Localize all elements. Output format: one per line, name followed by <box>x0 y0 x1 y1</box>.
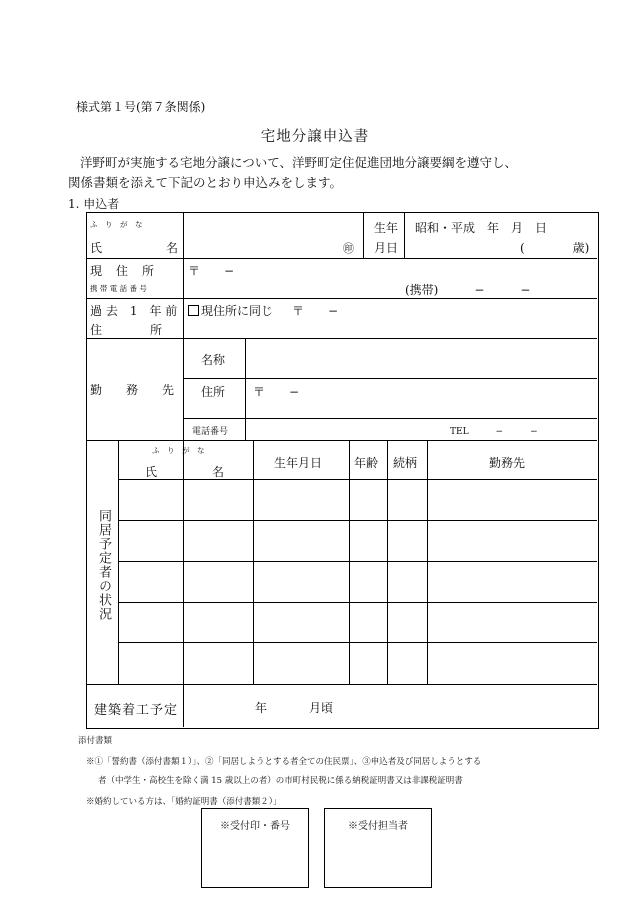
reception-stamp-box <box>201 808 309 888</box>
rule <box>87 338 597 339</box>
birth-label-2: 月日 <box>374 241 399 255</box>
work-postal[interactable]: 〒 − <box>253 385 300 399</box>
household-name-header-2: 名 <box>212 465 225 479</box>
household-age-header: 年齢 <box>354 456 379 470</box>
birth-label-1: 生年 <box>374 221 399 235</box>
household-furigana-header: ふ り が な <box>152 446 205 455</box>
rule <box>253 440 254 684</box>
attachments-line-3: ※婚約している方は、「婚約証明書（添付書類２）」 <box>86 797 282 807</box>
construction-label: 建築着工予定 <box>94 703 179 718</box>
same-address-checkbox[interactable] <box>188 302 273 319</box>
intro-line-1: 洋野町が実施する宅地分譲について、洋野町定住促進団地分譲要綱を遵守し、 <box>80 155 518 170</box>
rule <box>118 602 597 603</box>
application-form <box>86 212 599 729</box>
household-relation-header: 続柄 <box>393 456 418 470</box>
birthdate-field[interactable]: 昭和・平成 年 月 日 <box>415 221 548 235</box>
construction-month[interactable]: 月頃 <box>309 701 334 715</box>
past-address-postal[interactable]: 〒 − <box>292 304 339 318</box>
age-field[interactable]: ( 歳) <box>520 241 590 255</box>
rule <box>183 684 184 727</box>
work-tel-field[interactable]: TEL − − <box>450 427 538 437</box>
rule <box>349 440 350 684</box>
household-section-label: 同居予定者の状況 <box>96 509 111 621</box>
household-name-header-1: 氏 <box>145 465 158 479</box>
name-label-1: 氏 <box>90 241 103 255</box>
rule <box>363 213 364 258</box>
rule <box>427 440 428 684</box>
reception-staff-box <box>324 808 432 888</box>
rule <box>118 561 597 562</box>
page-title: 宅地分譲申込書 <box>260 129 370 145</box>
address-postal[interactable]: 〒 − <box>188 264 235 278</box>
rule <box>387 440 388 684</box>
form-number: 様式第１号(第７条関係) <box>76 100 206 114</box>
rule <box>87 440 597 441</box>
reception-stamp-label: ※受付印・番号 <box>220 821 290 832</box>
attachments-line-1: ※①「誓約書（添付書類１）」、②「同居しようとする者全ての住民票」、③申込者及び同居しようとする <box>86 757 482 767</box>
reception-staff-label: ※受付担当者 <box>348 821 408 832</box>
rule <box>87 298 597 299</box>
address-label: 現 住 所 <box>90 264 156 278</box>
work-phone-label: 電話番号 <box>192 427 229 437</box>
rule <box>245 338 246 440</box>
intro-line-2: 関係書類を添えて下記のとおり申込みをします。 <box>68 175 343 190</box>
name-label-2: 名 <box>166 241 179 255</box>
past-address-label-1: 過 去 1 年 前 <box>90 304 178 318</box>
construction-year[interactable]: 年 <box>255 701 268 715</box>
rule <box>118 642 597 643</box>
intro-text <box>68 153 517 193</box>
attachments-line-2: 者（中学生・高校生を除く満 15 歳以上の者）の市町村民税に係る納税証明書又は非課税証明書 <box>98 776 463 786</box>
seal-mark: ㊞ <box>343 242 354 255</box>
work-address-label: 住所 <box>201 385 226 399</box>
household-birth-header: 生年月日 <box>274 456 323 470</box>
rule <box>404 213 405 258</box>
checkbox-box[interactable] <box>188 305 199 316</box>
same-address-label: 現住所に同じ <box>201 304 274 318</box>
rule <box>118 479 597 480</box>
section-heading: 1. 申込者 <box>68 197 120 211</box>
rule <box>118 440 119 684</box>
mobile-label: 携 帯 電 話 番 号 <box>90 284 147 293</box>
rule <box>87 258 597 259</box>
rule <box>118 520 597 521</box>
workplace-label: 勤 務 先 <box>90 383 175 397</box>
attachments-heading: 添付書類 <box>78 736 113 746</box>
work-name-label: 名称 <box>201 353 226 367</box>
rule <box>87 684 597 685</box>
mobile-field[interactable]: (携帯) − − <box>405 283 531 297</box>
past-address-label-2: 住 所 <box>90 323 163 337</box>
household-work-header: 勤務先 <box>489 456 526 470</box>
name-field[interactable] <box>185 214 361 256</box>
furigana-label: ふ り が な <box>90 220 143 229</box>
